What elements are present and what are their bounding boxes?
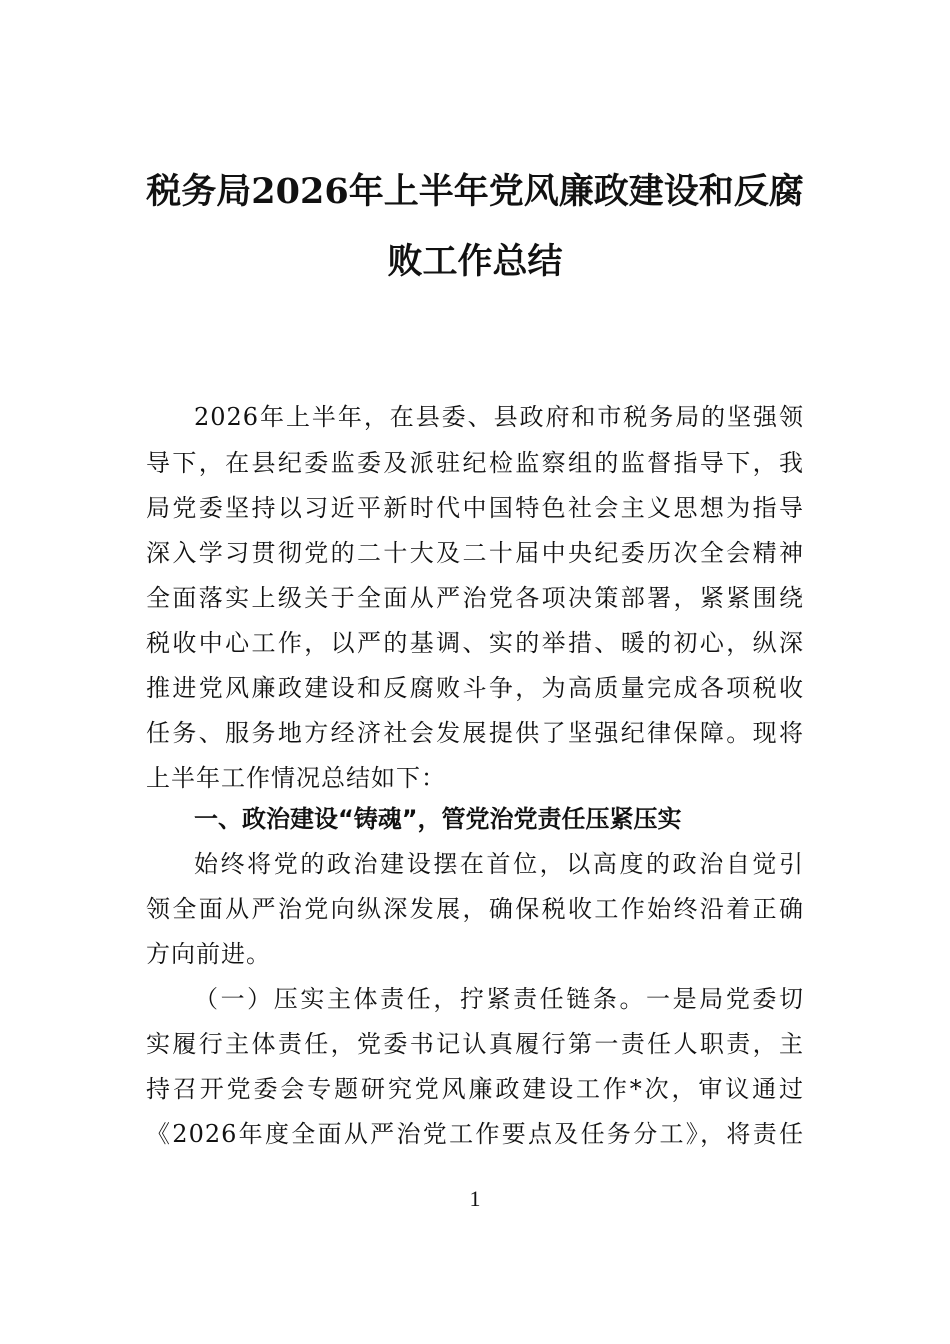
- paragraph-line: 实履行主体责任，党委书记认真履行第一责任人职责，主: [146, 1030, 804, 1058]
- section-heading: 一、政治建设“铸魂”，管党治党责任压紧压实: [194, 805, 682, 833]
- paragraph-line: 持召开党委会专题研究党风廉政建设工作*次，审议通过: [146, 1075, 804, 1103]
- paragraph-line: 领全面从严治党向纵深发展，确保税收工作始终沿着正确: [146, 895, 804, 923]
- paragraph-line: （一）压实主体责任，拧紧责任链条。一是局党委切: [194, 985, 804, 1013]
- paragraph-line: 局党委坚持以习近平新时代中国特色社会主义思想为指导: [146, 494, 804, 522]
- page-number: 1: [469, 1186, 481, 1211]
- paragraph-line: 深入学习贯彻党的二十大及二十届中央纪委历次全会精神: [146, 539, 804, 567]
- paragraph-line: 任务、服务地方经济社会发展提供了坚强纪律保障。现将: [146, 719, 804, 747]
- paragraph-line: 全面落实上级关于全面从严治党各项决策部署，紧紧围绕: [146, 584, 804, 612]
- paragraph-line: 导下，在县纪委监委及派驻纪检监察组的监督指导下，我: [146, 449, 804, 477]
- paragraph-line: 方向前进。: [146, 940, 271, 968]
- paragraph-line: 2026年上半年，在县委、县政府和市税务局的坚强领: [194, 403, 804, 431]
- paragraph-line: 上半年工作情况总结如下：: [146, 764, 446, 792]
- paragraph-line: 税收中心工作，以严的基调、实的举措、暖的初心，纵深: [146, 629, 804, 657]
- document-title-line-1: 税务局2026年上半年党风廉政建设和反腐: [146, 171, 804, 212]
- paragraph-line: 推进党风廉政建设和反腐败斗争，为高质量完成各项税收: [146, 674, 804, 702]
- paragraph-line: 《2026年度全面从严治党工作要点及任务分工》，将责任: [146, 1120, 804, 1148]
- document-title-line-2: 败工作总结: [387, 241, 563, 282]
- paragraph-line: 始终将党的政治建设摆在首位，以高度的政治自觉引: [194, 850, 804, 878]
